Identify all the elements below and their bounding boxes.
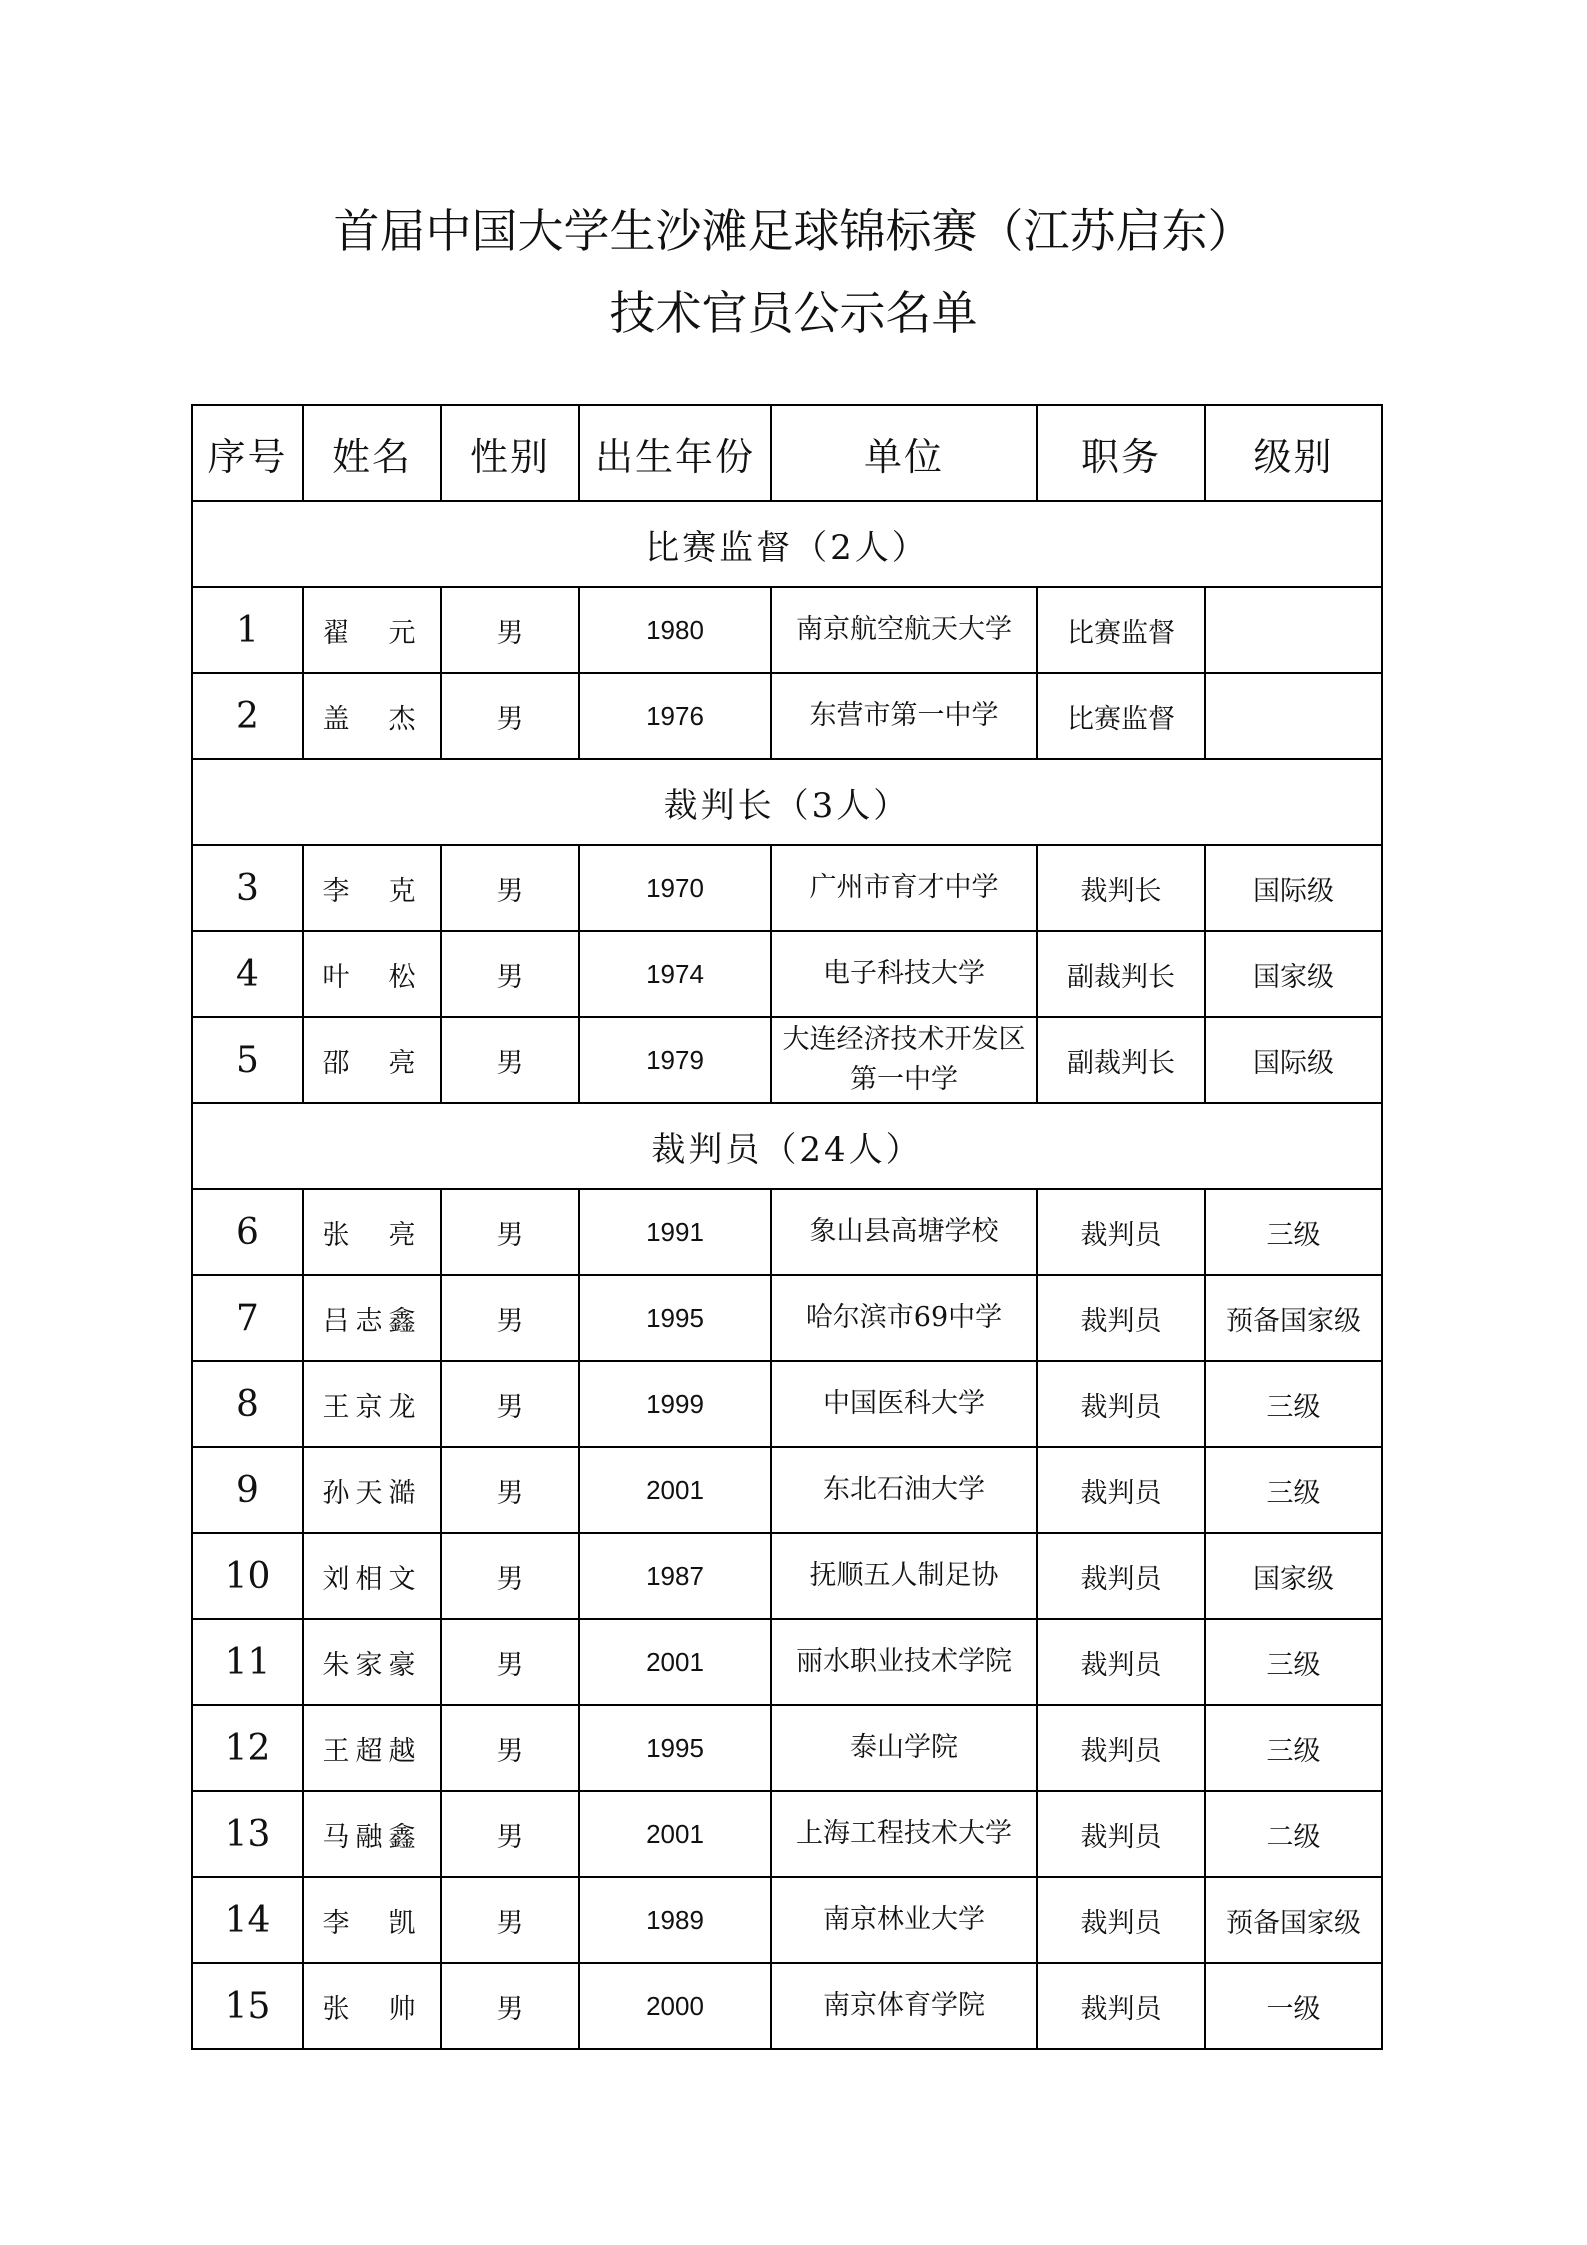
section-row	[192, 1103, 1382, 1189]
duty: 比赛监督	[1037, 673, 1205, 759]
affiliation: 泰山学院	[771, 1705, 1037, 1791]
level: 三级	[1205, 1361, 1382, 1447]
duty: 裁判员	[1037, 1963, 1205, 2049]
birth-year: 2001	[579, 1447, 771, 1533]
official-name: 张 亮	[303, 1189, 441, 1275]
section-heading: 裁判长（3人）	[192, 759, 1382, 845]
level: 二级	[1205, 1791, 1382, 1877]
level: 国际级	[1205, 1017, 1382, 1103]
table-body	[192, 501, 1382, 2049]
header-year: 出生年份	[579, 405, 771, 501]
row-number: 4	[192, 931, 303, 1017]
level: 三级	[1205, 1619, 1382, 1705]
level: 一级	[1205, 1963, 1382, 2049]
row-number: 2	[192, 673, 303, 759]
header-row	[192, 405, 1382, 501]
birth-year: 1991	[579, 1189, 771, 1275]
birth-year: 1974	[579, 931, 771, 1017]
official-name: 翟 元	[303, 587, 441, 673]
official-name: 朱家豪	[303, 1619, 441, 1705]
table-row	[192, 1189, 1382, 1275]
duty: 比赛监督	[1037, 587, 1205, 673]
affiliation: 南京体育学院	[771, 1963, 1037, 2049]
affiliation: 南京林业大学	[771, 1877, 1037, 1963]
affiliation: 东营市第一中学	[771, 673, 1037, 759]
table-row	[192, 1361, 1382, 1447]
birth-year: 1995	[579, 1275, 771, 1361]
table-row	[192, 845, 1382, 931]
affiliation: 东北石油大学	[771, 1447, 1037, 1533]
row-number: 9	[192, 1447, 303, 1533]
birth-year: 1980	[579, 587, 771, 673]
official-sex: 男	[441, 1017, 579, 1103]
row-number: 12	[192, 1705, 303, 1791]
duty: 副裁判长	[1037, 1017, 1205, 1103]
level: 预备国家级	[1205, 1275, 1382, 1361]
table-row	[192, 1619, 1382, 1705]
birth-year: 2001	[579, 1791, 771, 1877]
birth-year: 1987	[579, 1533, 771, 1619]
duty: 裁判员	[1037, 1447, 1205, 1533]
level	[1205, 587, 1382, 673]
table-row	[192, 587, 1382, 673]
document-subtitle: 技术官员公示名单	[609, 286, 978, 340]
officials-table	[191, 404, 1383, 2050]
duty: 裁判员	[1037, 1619, 1205, 1705]
table-row	[192, 1017, 1382, 1103]
official-name: 孙天澔	[303, 1447, 441, 1533]
official-sex: 男	[441, 845, 579, 931]
header-no: 序号	[192, 405, 303, 501]
table-row	[192, 1533, 1382, 1619]
duty: 裁判员	[1037, 1189, 1205, 1275]
row-number: 1	[192, 587, 303, 673]
section-row	[192, 501, 1382, 587]
birth-year: 2001	[579, 1619, 771, 1705]
official-sex: 男	[441, 673, 579, 759]
row-number: 10	[192, 1533, 303, 1619]
official-name: 马融鑫	[303, 1791, 441, 1877]
official-sex: 男	[441, 1963, 579, 2049]
duty: 副裁判长	[1037, 931, 1205, 1017]
birth-year: 1979	[579, 1017, 771, 1103]
table-row	[192, 1705, 1382, 1791]
official-name: 王超越	[303, 1705, 441, 1791]
affiliation: 丽水职业技术学院	[771, 1619, 1037, 1705]
level: 国际级	[1205, 845, 1382, 931]
official-name: 张 帅	[303, 1963, 441, 2049]
birth-year: 2000	[579, 1963, 771, 2049]
row-number: 11	[192, 1619, 303, 1705]
affiliation: 电子科技大学	[771, 931, 1037, 1017]
affiliation: 哈尔滨市69中学	[771, 1275, 1037, 1361]
row-number: 13	[192, 1791, 303, 1877]
level: 三级	[1205, 1705, 1382, 1791]
row-number: 15	[192, 1963, 303, 2049]
official-sex: 男	[441, 587, 579, 673]
row-number: 5	[192, 1017, 303, 1103]
official-sex: 男	[441, 1533, 579, 1619]
table-row	[192, 1877, 1382, 1963]
official-name: 邵 亮	[303, 1017, 441, 1103]
header-duty: 职务	[1037, 405, 1205, 501]
row-number: 3	[192, 845, 303, 931]
duty: 裁判员	[1037, 1791, 1205, 1877]
duty: 裁判员	[1037, 1533, 1205, 1619]
duty: 裁判员	[1037, 1275, 1205, 1361]
official-sex: 男	[441, 1447, 579, 1533]
official-name: 盖 杰	[303, 673, 441, 759]
affiliation: 南京航空航天大学	[771, 587, 1037, 673]
row-number: 8	[192, 1361, 303, 1447]
duty: 裁判员	[1037, 1361, 1205, 1447]
level	[1205, 673, 1382, 759]
affiliation: 大连经济技术开发区第一中学	[771, 1017, 1037, 1103]
level: 预备国家级	[1205, 1877, 1382, 1963]
affiliation: 抚顺五人制足协	[771, 1533, 1037, 1619]
header-level: 级别	[1205, 405, 1382, 501]
birth-year: 1970	[579, 845, 771, 931]
affiliation: 象山县高塘学校	[771, 1189, 1037, 1275]
row-number: 14	[192, 1877, 303, 1963]
official-sex: 男	[441, 931, 579, 1017]
section-row	[192, 759, 1382, 845]
header-sex: 性别	[441, 405, 579, 501]
table-row	[192, 1791, 1382, 1877]
birth-year: 1999	[579, 1361, 771, 1447]
table-row	[192, 673, 1382, 759]
official-name: 吕志鑫	[303, 1275, 441, 1361]
official-sex: 男	[441, 1275, 579, 1361]
official-name: 李 克	[303, 845, 441, 931]
section-heading: 裁判员（24人）	[192, 1103, 1382, 1189]
document-title: 首届中国大学生沙滩足球锦标赛（江苏启东）	[333, 204, 1254, 258]
official-name: 李 凯	[303, 1877, 441, 1963]
official-name: 刘相文	[303, 1533, 441, 1619]
level: 国家级	[1205, 931, 1382, 1017]
official-name: 王京龙	[303, 1361, 441, 1447]
official-name: 叶 松	[303, 931, 441, 1017]
affiliation: 中国医科大学	[771, 1361, 1037, 1447]
birth-year: 1976	[579, 673, 771, 759]
header-name: 姓名	[303, 405, 441, 501]
official-sex: 男	[441, 1361, 579, 1447]
table-row	[192, 1447, 1382, 1533]
row-number: 7	[192, 1275, 303, 1361]
birth-year: 1989	[579, 1877, 771, 1963]
birth-year: 1995	[579, 1705, 771, 1791]
duty: 裁判员	[1037, 1705, 1205, 1791]
duty: 裁判员	[1037, 1877, 1205, 1963]
official-sex: 男	[441, 1877, 579, 1963]
row-number: 6	[192, 1189, 303, 1275]
level: 国家级	[1205, 1533, 1382, 1619]
official-sex: 男	[441, 1189, 579, 1275]
level: 三级	[1205, 1447, 1382, 1533]
official-sex: 男	[441, 1791, 579, 1877]
affiliation: 上海工程技术大学	[771, 1791, 1037, 1877]
duty: 裁判长	[1037, 845, 1205, 931]
affiliation: 广州市育才中学	[771, 845, 1037, 931]
level: 三级	[1205, 1189, 1382, 1275]
official-sex: 男	[441, 1619, 579, 1705]
official-sex: 男	[441, 1705, 579, 1791]
section-heading: 比赛监督（2人）	[192, 501, 1382, 587]
header-unit: 单位	[771, 405, 1037, 501]
table-row	[192, 1963, 1382, 2049]
table-row	[192, 1275, 1382, 1361]
table-row	[192, 931, 1382, 1017]
